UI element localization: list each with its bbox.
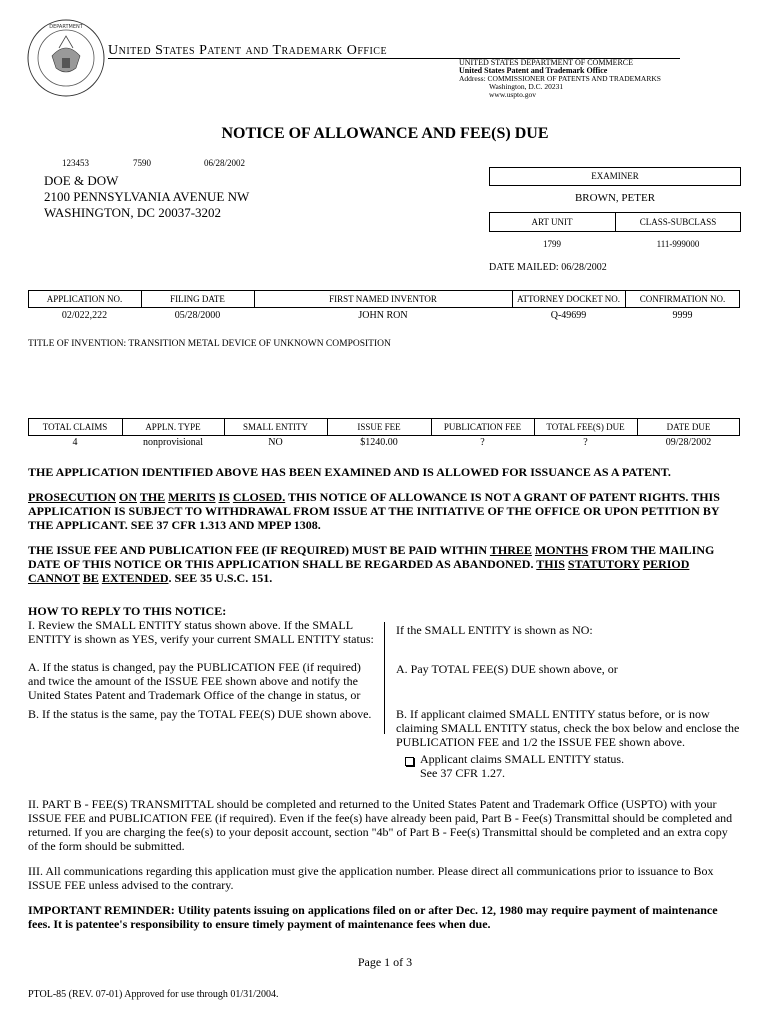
examiner-value: BROWN, PETER xyxy=(574,192,656,204)
app-header-filing-date: FILING DATE xyxy=(170,294,225,304)
page-title: NOTICE OF ALLOWANCE AND FEE(S) DUE xyxy=(221,125,549,142)
fee-value-date-due: 09/28/2002 xyxy=(665,437,712,448)
app-value-docket: Q-49699 xyxy=(550,310,587,321)
app-value-inventor: JOHN RON xyxy=(358,310,408,321)
statutory-word: STATUTORY xyxy=(567,557,640,571)
art-unit-value: 1799 xyxy=(543,239,561,249)
app-value-filing-date: 05/28/2000 xyxy=(174,310,221,321)
period-word: PERIOD xyxy=(642,557,690,571)
months-word: MONTHS xyxy=(534,543,589,557)
uspto-seal-icon xyxy=(26,18,106,98)
app-value-application-no: 02/022,222 xyxy=(61,310,108,321)
page-number: Page 1 of 3 xyxy=(357,955,413,969)
app-header-inventor: FIRST NAMED INVENTOR xyxy=(329,294,437,304)
prosecution-statement xyxy=(28,490,740,532)
fee-header-small-entity: SMALL ENTITY xyxy=(243,422,308,432)
checkbox-label: Applicant claims SMALL ENTITY status. xyxy=(420,752,625,766)
fee-header-issue-fee: ISSUE FEE xyxy=(357,422,401,432)
meta-number-1: 123453 xyxy=(62,158,89,168)
app-header-confirmation: CONFIRMATION NO. xyxy=(639,294,726,304)
closed-word: CLOSED. xyxy=(232,490,286,504)
dept-address: Address: COMMISSIONER OF PATENTS AND TRADEMARKS xyxy=(459,74,661,83)
dept-web: www.uspto.gov xyxy=(489,90,537,99)
dept-subname: United States Patent and Trademark Office xyxy=(459,66,608,75)
checkbox-sublabel: See 37 CFR 1.27. xyxy=(420,766,506,780)
be-word: BE xyxy=(82,571,99,585)
fee-header-appln-type: APPLN. TYPE xyxy=(145,422,201,432)
fee-value-publication-fee: ? xyxy=(480,437,485,448)
reply-right-intro: If the SMALL ENTITY is shown as NO: xyxy=(396,623,593,637)
reply-left-b: B. If the status is the same, pay the TOTAL FEE(S) DUE shown above. xyxy=(28,707,372,721)
addressee-line1: 2100 PENNSYLVANIA AVENUE NW xyxy=(44,189,250,204)
fee-value-total-claims: 4 xyxy=(72,437,78,448)
fee-deadline-statement xyxy=(28,543,740,585)
date-mailed: DATE MAILED: 06/28/2002 xyxy=(489,262,607,273)
reply-heading: HOW TO REPLY TO THIS NOTICE: xyxy=(28,604,227,618)
reply-divider xyxy=(384,622,385,734)
important-reminder: IMPORTANT REMINDER: Utility patents issuing on applications filed on or after Dec. 12, 1980 may require payment of maintenance fees. It is patentee's responsibility to ensure timely payment of maintenance fees when due. xyxy=(28,903,718,931)
fee-value-total-due: ? xyxy=(583,437,588,448)
fee-header-date-due: DATE DUE xyxy=(666,422,711,432)
fee-header-publication-fee: PUBLICATION FEE xyxy=(443,422,522,432)
addressee-line2: WASHINGTON, DC 20037-3202 xyxy=(44,205,222,220)
prosecution-word: PROSECUTION xyxy=(28,490,117,504)
part-three-instructions: III. All communications regarding this application must give the application number. Please direct all communications prior to issuance to Box ISSUE FEE unless advised to the contrary. xyxy=(28,864,714,892)
agency-title: United States Patent and Trademark Office xyxy=(108,43,388,58)
addressee-name: DOE & DOW xyxy=(44,173,119,188)
invention-title: TITLE OF INVENTION: TRANSITION METAL DEVICE OF UNKNOWN COMPOSITION xyxy=(28,339,391,349)
fee-stmt-c: . SEE 35 U.S.C. 151. xyxy=(168,571,273,585)
app-header-docket: ATTORNEY DOCKET NO. xyxy=(516,294,621,304)
part-two-instructions: II. PART B - FEE(S) TRANSMITTAL should be completed and returned to the United States Patent and Trademark Office (USPTO) with your ISSUE FEE and PUBLICATION FEE (if required). Even if the fee(s) have already been paid, Part B - Fee(s) Transmittal should be completed and returned. If you are charging the fee(s) to your deposit account, section "4b" of Part B - Fee(s) Transmittal should be completed and an extra copy of the form should be submitted. xyxy=(28,797,733,853)
extended-word: EXTENDED xyxy=(101,571,169,585)
dept-city: Washington, D.C. 20231 xyxy=(489,82,564,91)
reply-right-a: A. Pay TOTAL FEE(S) DUE shown above, or xyxy=(396,662,618,676)
fee-header-total-due: TOTAL FEE(S) DUE xyxy=(546,422,625,432)
reply-left-intro: I. Review the SMALL ENTITY status shown above. If the SMALL ENTITY is shown as YES, verify your current SMALL ENTITY status: xyxy=(28,618,374,646)
on-word: ON xyxy=(119,490,138,504)
merits-word: MERITS xyxy=(168,490,216,504)
reply-left-a: A. If the status is changed, pay the PUBLICATION FEE (if required) and twice the amount of the ISSUE FEE shown above and notify the United States Patent and Trademark Office of the change in status, or xyxy=(28,660,361,702)
prosecution-rest: THIS NOTICE OF ALLOWANCE IS NOT A GRANT OF PATENT RIGHTS. THIS APPLICATION IS SUBJECT TO WITHDRAWAL FROM ISSUE AT THE INITIATIVE OF THE OFFICE OR UPON PETITION BY THE APPLICANT. SEE 37 CFR 1.313 AND MPEP 1308. xyxy=(28,490,720,532)
the-word: THE xyxy=(139,490,166,504)
dept-name: UNITED STATES DEPARTMENT OF COMMERCE xyxy=(459,58,634,67)
this-word: THIS xyxy=(536,557,565,571)
three-word: THREE xyxy=(489,543,532,557)
class-subclass-label: CLASS-SUBCLASS xyxy=(639,217,717,227)
art-unit-label: ART UNIT xyxy=(531,217,573,227)
app-header-application-no: APPLICATION NO. xyxy=(46,294,123,304)
class-subclass-value: 111-999000 xyxy=(656,239,700,249)
fee-value-issue-fee: $1240.00 xyxy=(360,437,398,448)
small-entity-checkbox[interactable] xyxy=(405,757,414,766)
cannot-word: CANNOT xyxy=(28,571,80,585)
allowance-statement: THE APPLICATION IDENTIFIED ABOVE HAS BEEN EXAMINED AND IS ALLOWED FOR ISSUANCE AS A PATENT. xyxy=(28,465,671,479)
fee-header-total-claims: TOTAL CLAIMS xyxy=(42,422,108,432)
fee-stmt-b: FROM THE MAILING DATE OF THIS NOTICE OR THIS APPLICATION SHALL BE REGARDED AS ABANDONED. xyxy=(28,543,715,571)
reply-right-b: B. If applicant claimed SMALL ENTITY status before, or is now claiming SMALL ENTITY status, check the box below and enclose the PUBLICATION FEE and 1/2 the ISSUE FEE shown above. xyxy=(396,707,740,749)
fee-stmt-a: THE ISSUE FEE AND PUBLICATION FEE (IF REQUIRED) MUST BE PAID WITHIN xyxy=(28,543,490,557)
svg-text:DEPARTMENT: DEPARTMENT xyxy=(49,24,83,30)
app-value-confirmation: 9999 xyxy=(672,310,693,321)
form-footer: PTOL-85 (REV. 07-01) Approved for use through 01/31/2004. xyxy=(28,989,279,1000)
meta-date: 06/28/2002 xyxy=(204,158,246,168)
meta-number-2: 7590 xyxy=(133,158,151,168)
fee-value-small-entity: NO xyxy=(268,437,283,448)
is-word: IS xyxy=(218,490,230,504)
examiner-label: EXAMINER xyxy=(591,171,639,181)
fee-value-appln-type: nonprovisional xyxy=(143,437,203,448)
